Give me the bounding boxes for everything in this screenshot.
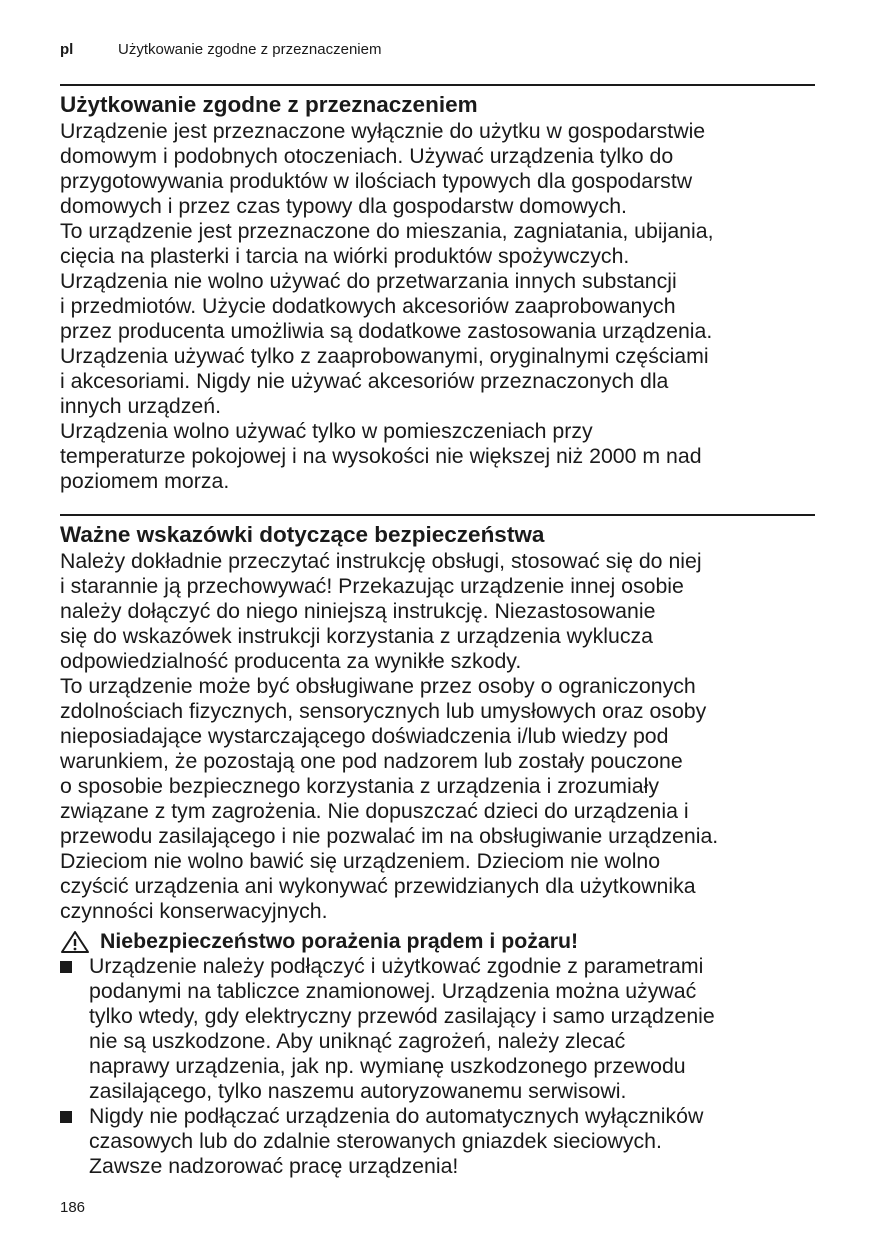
running-header-title: Użytkowanie zgodne z przeznaczeniem xyxy=(118,41,382,58)
section-divider xyxy=(60,84,815,86)
section-heading: Użytkowanie zgodne z przeznaczeniem xyxy=(60,92,478,117)
language-code: pl xyxy=(60,41,74,58)
section-body: Urządzenie jest przeznaczone wyłącznie do użytku w gospodarstwie domowym i podobnych otoczeniach. Używać urządzenia tylko do przygotowywania produktów w ilościach typowych dla gospodarstw domowych i przez czas typowy dla gospodarstw domowych. To urządzenie jest przeznaczone do mieszania, zagniatania, ubijania, cięcia na plasterki i tarcia na wiórki produktów spożywczych. Urządzenia nie wolno używać do przetwarzania innych substancji i przedmiotów. Użycie dodatkowych akcesoriów zaaprobowanych przez producenta umożliwia są dodatkowe zastosowania urządzenia. Urządzenia używać tylko z zaaprobowanymi, oryginalnymi częściami i akcesoriami. Nigdy nie używać akcesoriów przeznaczonych dla innych urządzeń. Urządzenia wolno używać tylko w pomieszczeniach przy temperaturze pokojowej i na wysokości nie większej niż 2000 m nad poziomem morza. xyxy=(60,119,714,493)
section-divider xyxy=(60,514,815,516)
bullet-square-icon xyxy=(60,1111,72,1123)
warning-list xyxy=(60,954,820,1179)
warning-item-text: Nigdy nie podłączać urządzenia do automatycznych wyłączników czasowych lub do zdalnie sterowanych gniazdek sieciowych. Zawsze nadzorować pracę urządzenia! xyxy=(89,1104,704,1178)
section-intended-use xyxy=(60,91,820,494)
section-body: Należy dokładnie przeczytać instrukcję obsługi, stosować się do niej i starannie ją przechowywać! Przekazując urządzenie innej osobie należy dołączyć do niego niniejszą instrukcję. Niezastosowanie się do wskazówek instrukcji korzystania z urządzenia wyklucza odpowiedzialność producenta za wynikłe szkody. To urządzenie może być obsługiwane przez osoby o ograniczonych zdolnościach fizycznych, sensorycznych lub umysłowych oraz osoby nieposiadające wystarczającego doświadczenia i/lub wiedzy pod warunkiem, że pozostają one pod nadzorem lub zostały pouczone o sposobie bezpiecznego korzystania z urządzenia i zrozumiały związane z tym zagrożenia. Nie dopuszczać dzieci do urządzenia i przewodu zasilającego i nie pozwalać im na obsługiwanie urządzenia. Dzieciom nie wolno bawić się urządzeniem. Dzieciom nie wolno czyścić urządzenia ani wykonywać przewidzianych dla użytkownika czynności konserwacyjnych. xyxy=(60,549,719,923)
warning-list-item xyxy=(60,954,820,1104)
page-number: 186 xyxy=(60,1199,86,1216)
warning-title xyxy=(60,929,820,954)
running-header xyxy=(60,40,381,60)
bullet-square-icon xyxy=(60,961,72,973)
warning-title-text: Niebezpieczeństwo porażenia prądem i pożaru! xyxy=(100,929,579,953)
warning-item-text: Urządzenie należy podłączyć i użytkować zgodnie z parametrami podanymi na tabliczce znamionowej. Urządzenia można używać tylko wtedy, gdy elektryczny przewód zasilający i samo urządzenie nie są uszkodzone. Aby uniknąć zagrożeń, należy zlecać naprawy urządzenia, jak np. wymianę uszkodzonego przewodu zasilającego, tylko naszemu autoryzowanemu serwisowi. xyxy=(89,954,715,1103)
warning-list-item xyxy=(60,1104,820,1179)
warning-triangle-icon xyxy=(60,930,90,954)
section-safety xyxy=(60,521,820,1179)
section-heading: Ważne wskazówki dotyczące bezpieczeństwa xyxy=(60,522,545,547)
